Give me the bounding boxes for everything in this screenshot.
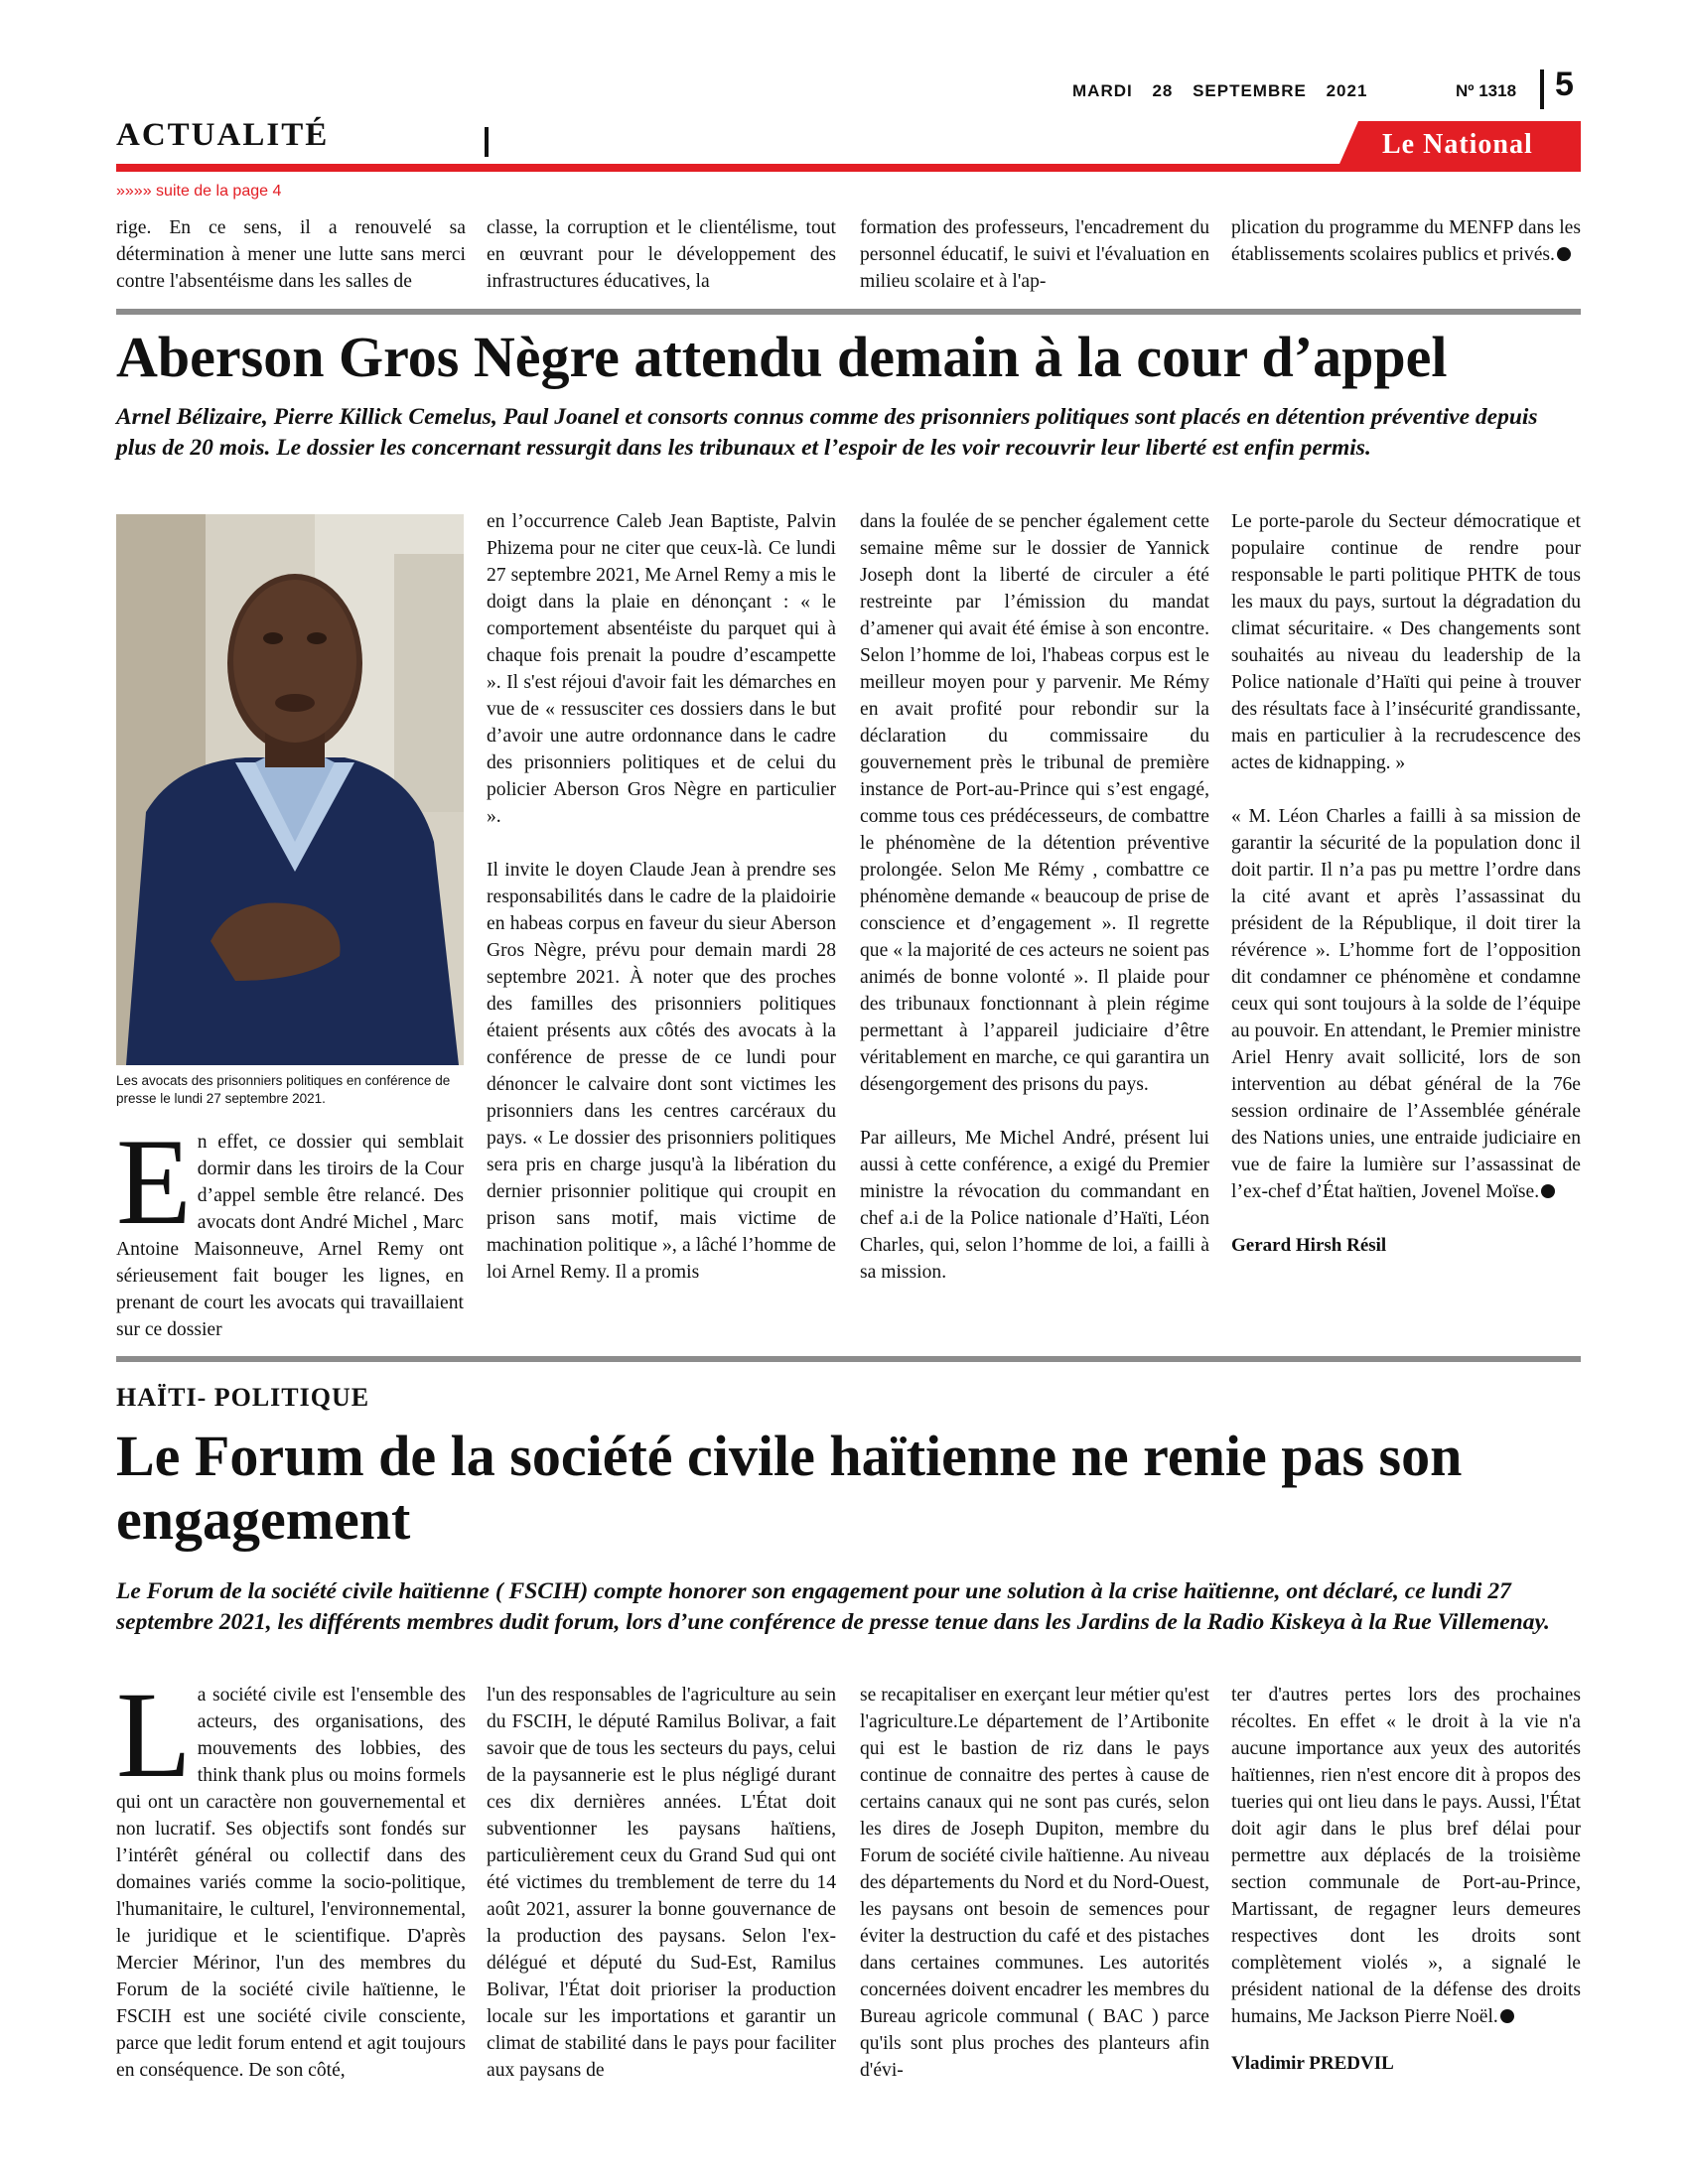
section-divider [485,127,489,157]
paragraph: ter d'autres pertes lors des prochaines récoltes. En effet « le droit à la vie n'a aucune importance aux yeux des autorités haïtiennes, rien n'est encore dit à propos des tueries qui ont lieu dans le pays. Aussi, l'État doit agir dans le plus bref délai pour permettre aux déplacés de la troisième section communale de Port-au-Prince, Martissant, de regagner leurs demeures respectives dont les droits sont complètement violés », a signalé le président national de la défense des droits humains, Me Jackson Pierre Noël. [1231,1685,1581,2027]
end-mark-icon [1500,2009,1514,2023]
header-rule [116,164,1581,172]
photo-caption: Les avocats des prisonniers politiques en conférence de presse le lundi 27 septembre 2021. [116,1073,451,1106]
prev-article-col3: formation des professeurs, l'encadrement du personnel éducatif, le suivi et l'évaluation en milieu scolaire et à l'ap- [860,217,1209,292]
prev-article-col1: rige. En ce sens, il a renouvelé sa détermination à mener une lutte sans merci contre l'absentéisme dans les salles de [116,217,466,292]
article1-col4 [1231,508,1581,1259]
drop-cap: L [116,1667,192,1803]
prev-article-col2: classe, la corruption et le clientélisme, tout en œuvrant pour le développement des infrastructures éducatives, la [487,217,836,292]
article2-kicker: HAÏTI- POLITIQUE [116,1383,370,1412]
article2-col2: l'un des responsables de l'agriculture au sein du FSCIH, le député Ramilus Bolivar, a fait savoir que de tous les secteurs du pays, celui de la paysannerie est le plus négligé durant ces dix dernières années. L'État doit subventionner les paysans haïtiens, particulièrement ceux du Grand Sud qui ont été victimes du tremblement de terre du 14 août 2021, assurer la bonne gouvernance de la production des paysans. Selon l'ex-délégué et député du Sud-Est, Ramilus Bolivar, l'État doit prioriser la production locale sur les importations et garantir un climat de stabilité dans le pays pour faciliter aux paysans de [487,1685,836,2081]
article-divider [116,1356,1581,1362]
issue-date: MARDI 28 SEPTEMBRE 2021 [1072,81,1368,100]
article1-deck: Arnel Bélizaire, Pierre Killick Cemelus, Paul Joanel et consorts connus comme des prisonniers politiques sont placés en détention préventive depuis plus de 20 mois. Le dossier les concernant ressurgit dans les tribunaux et l’espoir de les voir recouvrir leur liberté est enfin permis. [116,404,1538,461]
continued-from-note: »»»» suite de la page 4 [116,183,282,200]
paragraph: en l’occurrence Caleb Jean Baptiste, Palvin Phizema pour ne citer que ceux-là. Ce lundi 27 septembre 2021, Me Arnel Remy a mis le doigt dans la plaie en dénonçant : « le comportement absentéiste du parquet qui à chaque fois prenait la poudre d’escampette ». Il s'est réjoui d'avoir fait les démarches en vue de « ressusciter ces dossiers dans le but d’avoir une autre ordonnance dans le cadre des prisonniers politiques et de celui du policier Aberson Gros Nègre en particulier ». [487,511,836,827]
paragraph: Le porte-parole du Secteur démocratique et populaire continue de rendre pour responsable le parti politique PHTK de tous les maux du pays, surtout la dégradation du climat sécuritaire. « Des changements sont souhaités au niveau du leadership de la Police nationale d’Haïti qui peine à trouver des résultats face à l’insécurité grandissante, mais en particulier à la recrudescence des actes de kidnapping. » [1231,511,1581,773]
issue-number: Nº 1318 [1456,81,1517,100]
article2-headline: Le Forum de la société civile haïtienne ne renie pas son engagement [116,1424,1463,1552]
article1-col2 [487,508,836,1286]
article1-photo [116,514,464,1065]
article1-col3 [860,508,1209,1286]
drop-cap: E [116,1114,192,1250]
article2-byline: Vladimir PREDVIL [1231,2053,1394,2074]
paragraph: dans la foulée de se pencher également cette semaine même sur le dossier de Yannick Joseph dont la liberté de circuler a été restreinte par l’émission du mandat d’amener qui avait été émise à son encontre. Selon l’homme de loi, l'habeas corpus est le meilleur moyen pour y parvenir. Me Rémy en avait profité pour rebondir sur la déclaration du commissaire du gouvernement près le tribunal de première instance de Port-au-Prince qui s’est engagé, comme tous ces prédécesseurs, de combattre le phénomène de la détention préventive prolongée. Selon Me Rémy , combattre ce phénomène demande « beaucoup de prise de conscience et d’engagement ». Il regrette que « la majorité de ces acteurs ne soient pas animés de bonne volonté ». Il plaide pour des tribunaux fonctionnant à plein régime permettant à l’appareil judiciaire d’être véritablement en marche, ce qui garantira un désengorgement des prisons du pays. [860,511,1210,1095]
article2-deck: Le Forum de la société civile haïtienne ( FSCIH) compte honorer son engagement pour une solution à la crise haïtienne, ont déclaré, ce lundi 27 septembre 2021, les différents membres dudit forum, lors d’une conférence de presse tenue dans les Jardins de la Radio Kiskeya à la Rue Villemenay. [116,1578,1550,1635]
press-conference-photo [116,514,464,1065]
article1-col1: En effet, ce dossier qui semblait dormir dans les tiroirs de la Cour d’appel semble être relancé. Des avocats dont André Michel , Marc Antoine Maisonneuve, Arnel Remy ont sérieusement fait bouger les lignes, en prenant de court les avocats qui travaillaient sur ce dossier [116,1114,464,1340]
section-title: ACTUALITÉ [116,117,330,153]
article2-col4 [1231,1682,1581,2077]
newspaper-logo: Le National [1382,129,1533,160]
paragraph: Il invite le doyen Claude Jean à prendre ses responsabilités dans le cadre de la plaidoirie en habeas corpus en faveur du sieur Aberson Gros Nègre, prévu pour demain mardi 28 septembre 2021. À noter que des proches des familles des prisonniers politiques étaient présents aux côtés des avocats à la conférence de presse de ce lundi pour dénoncer le calvaire dont sont victimes les prisonniers dans les centres carcéraux du pays. « Le dossier des prisonniers politiques sera pris en charge jusqu'à la libération du dernier prisonnier politique qui croupit en prison sans motif, mais victime de machination politique », a lâché l’homme de loi Arnel Remy. Il a promis [487,860,836,1283]
header-divider [1540,69,1544,109]
article1-headline: Aberson Gros Nègre attendu demain à la cour d’appel [116,325,1448,389]
end-mark-icon [1541,1184,1555,1198]
article2-col3: se recapitaliser en exerçant leur métier qu'est l'agriculture.Le département de l’Artibonite qui est le bastion de riz dans le pays continue de connaitre des pertes à cause de certains canaux qui ne sont pas curés, selon les dires de Joseph Dupiton, membre du Forum de société civile haïtienne. Au niveau des départements du Nord et du Nord-Ouest, les paysans ont besoin de semences pour éviter la destruction du café et des pistaches dans certaines communes. Les autorités concernées doivent encadrer les membres du Bureau agricole communal ( BAC ) parce qu'ils sont plus proches des planteurs afin d'évi- [860,1685,1209,2081]
page-number: 5 [1555,66,1574,103]
article1-byline: Gerard Hirsh Résil [1231,1235,1387,1256]
paragraph: « M. Léon Charles a failli à sa mission de garantir la sécurité de la population donc il doit partir. Il n’a pas pu mettre l’ordre dans la cité avant et après l’assassinat du président de la République, il doit tirer la révérence ». L’homme fort de l’opposition dit condamner ce phénomène et condamne ceux qui sont toujours à la solde de l’équipe au pouvoir. En attendant, le Premier ministre Ariel Henry avait sollicité, lors de son intervention au débat général de la 76e session ordinaire de l’Assemblée générale des Nations unies, une entraide judiciaire en vue de faire la lumière sur l’assassinat de l’ex-chef d’État haïtien, Jovenel Moïse. [1231,806,1581,1202]
paragraph: Par ailleurs, Me Michel André, présent lui aussi à cette conférence, a exigé du Premier ministre la révocation du commandant en chef a.i de la Police nationale d’Haïti, Léon Charles, qui, selon l’homme de loi, a failli à sa mission. [860,1128,1209,1283]
end-mark-icon [1557,247,1571,261]
prev-article-col4: plication du programme du MENFP dans les établissements scolaires publics et privés. [1231,217,1581,265]
article2-col1: La société civile est l'ensemble des acteurs, des organisations, des mouvements des lobbies, des think thank plus ou moins formels qui ont un caractère non gouvernemental et non lucratif. Ses objectifs sont fondés sur l’intérêt général ou collectif dans des domaines variés comme la socio-politique, l'humanitaire, le culturel, l'environnemental, le juridique et le scientifique. D'après Mercier Mérinor, l'un des membres du Forum de la société civile haïtienne, le FSCIH est une société civile consciente, parce que ledit forum entend et agit toujours en conséquence. De son côté, [116,1667,466,2081]
article-divider [116,309,1581,315]
